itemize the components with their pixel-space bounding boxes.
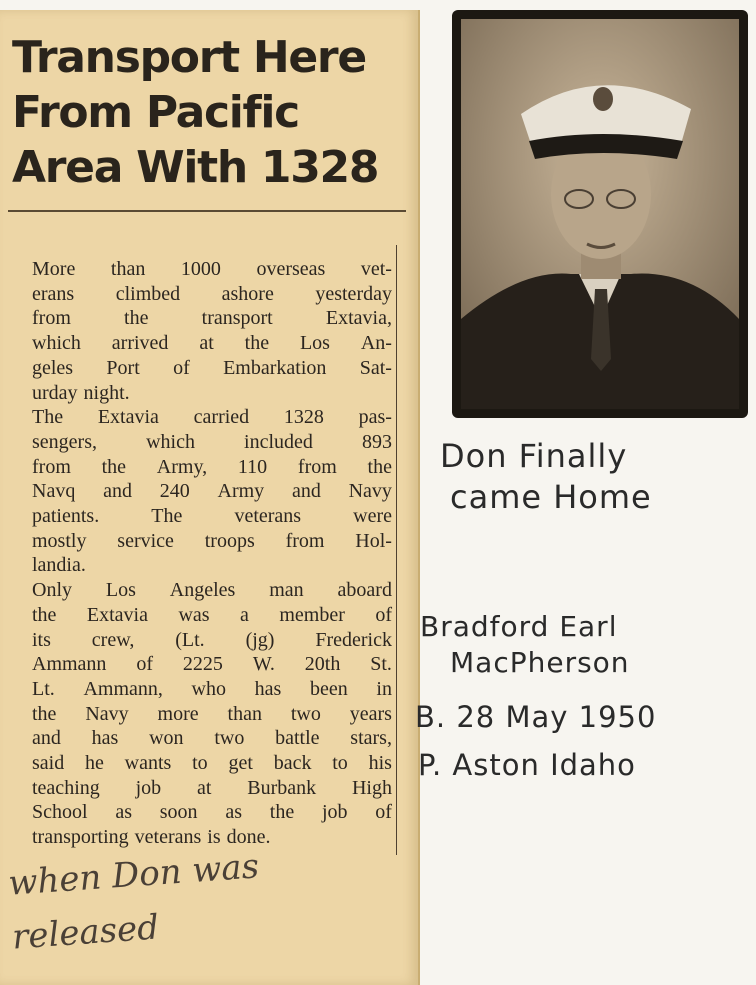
- name-line: MacPherson: [450, 646, 630, 679]
- article-word: man: [269, 579, 304, 602]
- article-word: soon: [159, 801, 198, 824]
- handwritten-clipping-note: [7, 839, 265, 964]
- article-word: climbed: [115, 282, 181, 305]
- birth-line: P. Aston Idaho: [418, 748, 636, 782]
- article-line: [32, 553, 392, 578]
- article-word: the: [32, 702, 57, 725]
- article-line: [32, 479, 392, 504]
- article-line: [32, 356, 392, 381]
- article-line: [32, 628, 392, 653]
- article-word: and: [291, 480, 321, 503]
- article-word: overseas: [256, 258, 326, 280]
- article-word: (Lt.: [175, 628, 205, 651]
- article-word: Lt.: [32, 677, 55, 700]
- article-word: 893: [361, 430, 392, 453]
- article-word: wants: [124, 752, 172, 775]
- article-word: the: [269, 801, 295, 824]
- article-line: [32, 800, 392, 825]
- article-word: sengers,: [32, 430, 97, 453]
- article-word: is: [207, 826, 221, 849]
- article-word: two: [214, 727, 245, 750]
- article-word: aboard: [337, 579, 392, 602]
- article-line: [32, 306, 392, 331]
- article-line: [32, 405, 392, 430]
- article-word: High: [351, 776, 392, 799]
- headline-line: From Pacific: [12, 87, 299, 138]
- article-word: said: [32, 752, 65, 775]
- article-word: Army,: [156, 455, 208, 478]
- article-word: and: [103, 480, 132, 503]
- article-line: [32, 776, 392, 801]
- name-line: Bradford Earl: [420, 610, 618, 643]
- column-rule: [396, 245, 397, 855]
- article-word: Extavia: [86, 603, 148, 626]
- article-word: of: [173, 356, 190, 379]
- article-line: [32, 282, 392, 307]
- article-line: [32, 603, 392, 628]
- article-word: 20th: [304, 653, 341, 676]
- article-word: Ammann,: [83, 677, 163, 700]
- portrait-image: [461, 19, 739, 409]
- article-word: Embarkation: [223, 356, 327, 379]
- handwritten-note-line: released: [10, 907, 161, 958]
- article-word: The: [32, 406, 64, 429]
- article-word: which: [32, 332, 81, 355]
- article-word: Frederick: [315, 628, 392, 651]
- article-word: mostly: [32, 529, 87, 552]
- article-word: two: [290, 702, 321, 725]
- article-word: 1000: [180, 258, 221, 280]
- article-line: [32, 381, 392, 406]
- article-word: vet-: [360, 258, 392, 280]
- article-word: Angeles: [169, 579, 236, 602]
- article-word: 2225: [182, 653, 223, 676]
- article-word: back: [273, 752, 312, 775]
- article-word: Navy: [348, 480, 392, 503]
- article-line: [32, 702, 392, 727]
- article-word: veterans: [234, 505, 302, 528]
- article-word: urday: [32, 381, 78, 404]
- article-word: Army: [217, 480, 265, 503]
- headline-line: Area With 1328: [12, 142, 379, 193]
- article-word: of: [375, 801, 392, 824]
- article-word: night.: [83, 381, 130, 404]
- article-word: patients.: [32, 505, 100, 528]
- article-word: in: [376, 677, 392, 700]
- article-word: arrived: [111, 332, 169, 355]
- handwritten-note-line: when Don was: [7, 846, 261, 904]
- article-word: Extavia: [97, 406, 159, 429]
- article-line: [32, 331, 392, 356]
- article-word: has: [254, 677, 282, 700]
- article-word: a: [240, 603, 249, 626]
- newspaper-clipping: [0, 10, 420, 985]
- article-word: Extavia,: [325, 307, 392, 330]
- article-word: Port: [106, 356, 140, 379]
- article-word: from: [32, 455, 71, 478]
- article-word: Ammann: [32, 653, 107, 676]
- article-word: get: [228, 752, 253, 775]
- article-word: battle: [275, 727, 320, 750]
- article-word: than: [110, 258, 146, 280]
- article-word: was: [178, 603, 210, 626]
- article-word: done.: [226, 826, 271, 849]
- article-word: at: [199, 332, 214, 355]
- article-word: Los: [105, 579, 136, 602]
- article-line: [32, 751, 392, 776]
- article-word: has: [91, 727, 119, 750]
- article-word: his: [368, 752, 392, 775]
- article-word: transporting: [32, 826, 129, 849]
- article-word: Los: [299, 332, 330, 355]
- article-word: who: [191, 677, 226, 700]
- article-word: 240: [159, 480, 190, 503]
- article-word: member: [279, 603, 345, 626]
- article-word: at: [196, 776, 212, 799]
- article-word: An-: [360, 332, 392, 355]
- article-word: won: [149, 727, 184, 750]
- article-word: from: [297, 455, 337, 478]
- article-word: veterans: [134, 826, 202, 849]
- article-line: [32, 430, 392, 455]
- article-line: [32, 726, 392, 751]
- article-word: stars,: [350, 727, 392, 750]
- article-word: School: [32, 801, 88, 824]
- article-word: been: [309, 677, 348, 700]
- article-line: [32, 677, 392, 702]
- article-word: were: [353, 505, 392, 528]
- article-word: transport: [201, 307, 273, 330]
- article-word: the: [244, 332, 270, 355]
- article-word: of: [136, 653, 154, 676]
- headline: [12, 30, 407, 195]
- article-word: of: [375, 603, 392, 626]
- article-word: Only: [32, 579, 72, 602]
- article-line: [32, 529, 392, 554]
- article-word: 110: [237, 455, 268, 478]
- article-word: W.: [252, 653, 275, 676]
- headline-rule: [8, 210, 406, 212]
- article-word: teaching: [32, 776, 100, 799]
- article-word: to: [192, 752, 208, 775]
- article-word: service: [117, 529, 174, 552]
- birth-line: B. 28 May 1950: [415, 700, 657, 734]
- article-line: [32, 504, 392, 529]
- article-word: job: [321, 801, 348, 824]
- article-line: [32, 257, 392, 282]
- article-word: job: [135, 776, 162, 799]
- article-word: included: [244, 430, 313, 453]
- article-word: he: [85, 752, 104, 775]
- article-word: its: [32, 628, 51, 651]
- article-word: the: [32, 603, 57, 626]
- article-word: and: [32, 727, 61, 750]
- article-word: pas-: [358, 406, 392, 429]
- article-word: erans: [32, 282, 75, 305]
- article-word: landia.: [32, 554, 86, 577]
- article-word: the: [101, 455, 127, 478]
- article-word: More: [32, 258, 76, 280]
- article-word: more: [157, 702, 199, 725]
- article-word: carried: [193, 406, 250, 429]
- article-word: as: [225, 801, 242, 824]
- article-word: St.: [370, 653, 392, 676]
- article-word: troops: [204, 529, 255, 552]
- article-body: [32, 257, 392, 850]
- article-word: Burbank: [247, 776, 317, 799]
- article-word: to: [332, 752, 348, 775]
- article-word: (jg): [245, 628, 275, 651]
- article-word: Navq: [32, 480, 76, 503]
- article-word: Sat-: [359, 356, 392, 379]
- article-word: as: [115, 801, 132, 824]
- article-word: than: [227, 702, 262, 725]
- article-word: years: [349, 702, 392, 725]
- article-line: [32, 578, 392, 603]
- article-word: 1328: [283, 406, 324, 429]
- headline-line: Transport Here: [12, 32, 366, 83]
- article-word: the: [124, 307, 149, 330]
- article-word: Navy: [85, 702, 129, 725]
- article-word: which: [146, 430, 195, 453]
- article-word: geles: [32, 356, 74, 379]
- article-word: crew,: [91, 628, 135, 651]
- article-line: [32, 652, 392, 677]
- caption-line: came Home: [450, 478, 652, 516]
- article-word: yesterday: [315, 282, 392, 305]
- article-word: the: [367, 455, 392, 478]
- article-word: ashore: [221, 282, 274, 305]
- article-word: from: [285, 529, 325, 552]
- article-line: [32, 455, 392, 480]
- article-word: from: [32, 307, 71, 330]
- caption-line: Don Finally: [440, 437, 628, 475]
- article-word: Hol-: [355, 529, 392, 552]
- article-word: The: [151, 505, 183, 528]
- portrait-photo: [452, 10, 748, 418]
